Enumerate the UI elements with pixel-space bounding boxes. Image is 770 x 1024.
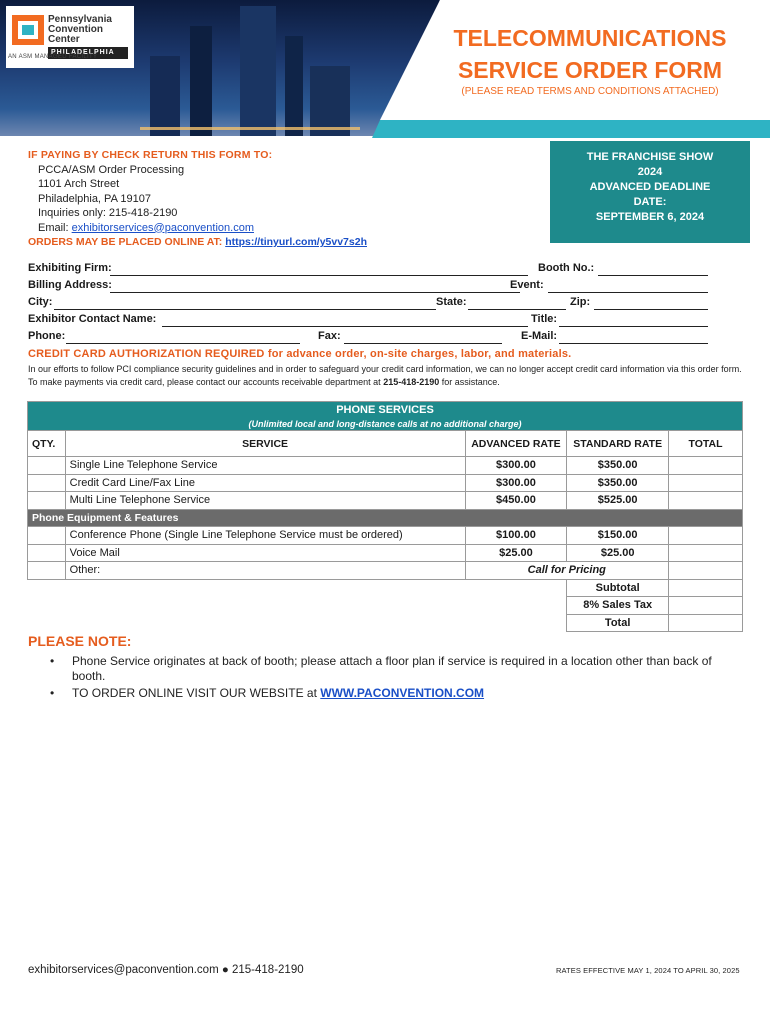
qty-input[interactable] [28,474,66,492]
table-row: Single Line Telephone Service $300.00 $350.00 [28,457,743,475]
header [0,0,770,140]
summary-row [28,597,743,615]
form-title: TELECOMMUNICATIONS SERVICE ORDER FORM [453,25,727,83]
total-label: Total [567,614,669,632]
table-row: Credit Card Line/Fax Line $300.00 $350.00 [28,474,743,492]
logo-line-2: Convention Center [48,24,103,45]
exhibiting-firm-field[interactable]: Exhibiting Firm: [28,262,528,276]
note-heading: PLEASE NOTE: [28,633,132,649]
website-link[interactable]: WWW.PACONVENTION.COM [320,686,485,700]
event-field[interactable]: Event: [510,279,708,293]
total-input[interactable] [669,562,743,580]
grand-total-input[interactable] [669,614,743,632]
note-item: • Phone Service originates at back of booth; please attach a floor plan if service is required in a location other than back of booth. [50,654,740,684]
footer-contact: exhibitorservices@paconvention.com ● 215-418-2190 [28,964,304,976]
table-row: Voice Mail $25.00 $25.00 [28,544,743,562]
city-field[interactable]: City: [28,296,436,310]
credit-card-heading: CREDIT CARD AUTHORIZATION REQUIRED for advance order, on-site charges, labor, and materials. [28,348,572,360]
email-field[interactable]: E-Mail: [521,330,708,344]
subtotal-input[interactable] [669,579,743,597]
total-input[interactable] [669,527,743,545]
summary-row [28,614,743,632]
section-row [28,509,743,527]
total-input[interactable] [669,474,743,492]
billing-address-field[interactable]: Billing Address: [28,279,520,293]
total-input[interactable] [669,544,743,562]
qty-header: QTY. [28,431,66,457]
state-field[interactable]: State: [436,296,566,310]
table-row: Other: Call for Pricing [28,562,743,580]
deadline-box: THE FRANCHISE SHOW 2024 ADVANCED DEADLINE DATE: SEPTEMBER 6, 2024 [550,141,750,243]
note-item: • TO ORDER ONLINE VISIT OUR WEBSITE at WWW.PACONVENTION.COM [50,686,740,701]
managed-facility-text: AN ASM MANAGED FACILITY [8,54,98,60]
online-order-link[interactable]: https://tinyurl.com/y5vv7s2h [225,236,367,248]
booth-no-field[interactable]: Booth No.: [538,262,708,276]
qty-input[interactable] [28,457,66,475]
qty-input[interactable] [28,492,66,510]
table-row: Conference Phone (Single Line Telephone Service must be ordered) $100.00 $150.00 [28,527,743,545]
deadline-date: SEPTEMBER 6, 2024 [595,211,705,223]
qty-input[interactable] [28,562,66,580]
address-line: 1101 Arch Street [38,178,120,190]
payment-info [28,148,528,250]
total-input[interactable] [669,457,743,475]
show-year: 2024 [637,166,663,178]
phone-services-table [27,401,743,632]
credit-card-text: In our efforts to follow PCI compliance security guidelines and in order to safeguard your credit card information, we can no longer accept credit card information via this order form. To make payments via credit card, please contact our accounts receivable department at 215-418-2190 for assistance. [28,364,742,387]
logo-line-3: PHILADELPHIA [48,47,128,59]
title-field[interactable]: Title: [531,313,708,327]
logo-line-1: Pennsylvania [48,14,112,25]
advanced-rate-header: ADVANCED RATE [465,431,567,457]
email-line: Email: exhibitorservices@paconvention.com [38,221,254,234]
address-line: PCCA/ASM Order Processing [38,163,185,176]
call-for-pricing: Call for Pricing [465,562,668,580]
address-line: Inquiries only: 215-418-2190 [38,207,178,219]
table-row: Multi Line Telephone Service $450.00 $525.00 [28,492,743,510]
summary-row [28,579,743,597]
sales-tax-label: 8% Sales Tax [567,597,669,615]
qty-input[interactable] [28,527,66,545]
table-header-row [28,431,743,457]
subtotal-label: Subtotal [567,579,669,597]
zip-field[interactable]: Zip: [570,296,708,310]
form-subtitle: (PLEASE READ TERMS AND CONDITIONS ATTACHED) [461,86,719,97]
section-label: Phone Equipment & Features [28,509,743,527]
show-name: THE FRANCHISE SHOW [586,151,714,163]
note-list [50,654,740,703]
standard-rate-header: STANDARD RATE [567,431,669,457]
contact-name-field[interactable]: Exhibitor Contact Name: [28,313,528,327]
email-link[interactable]: exhibitorservices@paconvention.com [71,221,254,234]
sales-tax-input[interactable] [669,597,743,615]
online-order-line: ORDERS MAY BE PLACED ONLINE AT: https://tinyurl.com/y5vv7s2h [28,236,367,248]
qty-input[interactable] [28,544,66,562]
fax-field[interactable]: Fax: [318,330,502,344]
pcc-logo-icon [12,15,44,45]
total-header: TOTAL [669,431,743,457]
check-heading: IF PAYING BY CHECK RETURN THIS FORM TO: [28,149,273,161]
phone-field[interactable]: Phone: [28,330,300,344]
table-title: PHONE SERVICES (Unlimited local and long-distance calls at no additional charge) [28,402,743,431]
footer-rates: RATES EFFECTIVE MAY 1, 2024 TO APRIL 30, 2025 [556,966,740,975]
address-line: Philadelphia, PA 19107 [38,192,151,205]
service-header: SERVICE [65,431,465,457]
total-input[interactable] [669,492,743,510]
